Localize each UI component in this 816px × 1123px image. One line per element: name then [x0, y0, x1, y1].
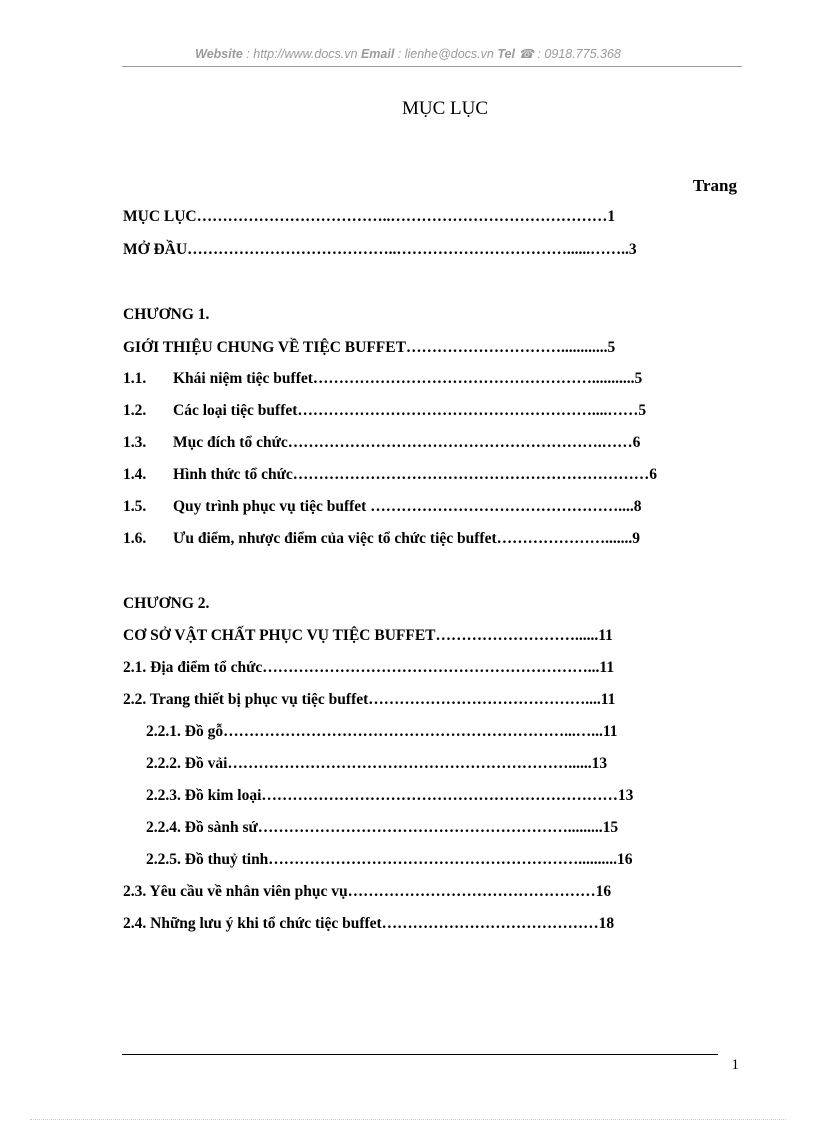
header-divider — [122, 66, 742, 67]
toc-entry — [123, 241, 637, 259]
toc-entry — [123, 659, 614, 677]
toc-entry — [123, 434, 640, 452]
toc-entry-text: Hình thức tổ chức……………………………………………………………6 — [173, 466, 658, 483]
toc-entry — [123, 498, 641, 516]
trang-label: Trang — [692, 176, 737, 195]
toc-entry-number: 1.1. — [123, 370, 147, 387]
toc-entry-number: 1.4. — [123, 466, 147, 483]
toc-entry-text: MỞ ĐẦU…………………………………..……………………………......……..3 — [123, 241, 637, 258]
toc-entry-number: 1.3. — [123, 434, 147, 451]
page-header — [0, 46, 816, 61]
toc-entry — [123, 883, 611, 901]
toc-subentry — [146, 819, 618, 837]
toc-entry-text: Ưu điểm, nhược điểm của việc tổ chức tiệc buffet………………….......9 — [173, 530, 641, 547]
website-url: : http://www.docs.vn — [242, 47, 361, 61]
toc-entry-text: 2.2.4. Đồ sành sứ…………………………………………………….........15 — [146, 819, 619, 836]
chapter-heading — [123, 595, 209, 613]
toc-entry — [123, 208, 615, 226]
toc-entry — [123, 370, 642, 388]
toc-entry-text: Quy trình phục vụ tiệc buffet …………………………………………....8 — [173, 498, 642, 515]
toc-entry-text: 2.2.5. Đồ thuỷ tinh……………………………………………………..........16 — [146, 851, 633, 868]
toc-entry-text: 2.2.1. Đồ gỗ…………………………………………………………...…...11 — [146, 723, 618, 740]
chapter-label: CHƯƠNG 2. — [123, 595, 210, 612]
page-number: 1 — [731, 1057, 739, 1073]
toc-entry-number: 1.5. — [123, 498, 147, 515]
page-bottom-border — [30, 1119, 786, 1120]
page-title: MỤC LỤC — [401, 98, 489, 119]
chapter-label: CHƯƠNG 1. — [123, 306, 210, 323]
toc-entry-text: 2.2.2. Đồ vải…………………………………………………………......13 — [146, 755, 608, 772]
toc-entry — [123, 915, 614, 933]
toc-entry-text: Khái niệm tiệc buffet………………………………………………...........5 — [173, 370, 643, 387]
tel-number: ☎ : 0918.775.368 — [514, 47, 621, 61]
toc-entry-text: GIỚI THIỆU CHUNG VỀ TIỆC BUFFET…………………………............5 — [123, 339, 616, 356]
website-label: Website — [195, 47, 243, 61]
toc-entry-text: Các loại tiệc buffet…………………………………………………....……5 — [173, 402, 647, 419]
toc-entry — [123, 691, 615, 709]
toc-subentry — [146, 787, 633, 805]
chapter-heading — [123, 306, 209, 324]
toc-entry-text: 2.1. Địa điểm tổ chức………………………………………………………...11 — [123, 659, 615, 676]
toc-entry — [123, 339, 615, 357]
tel-label: Tel — [497, 47, 515, 61]
toc-entry-text: 2.2. Trang thiết bị phục vụ tiệc buffet……………………………………....11 — [123, 691, 616, 708]
footer-divider — [122, 1054, 718, 1055]
toc-subentry — [146, 851, 633, 869]
toc-entry-number: 1.6. — [123, 530, 147, 547]
toc-subentry — [146, 723, 617, 741]
toc-entry-text: 2.3. Yêu cầu về nhân viên phục vụ…………………………………………16 — [123, 883, 612, 900]
toc-entry-text: MỤC LỤC………………………………..……………………………………1 — [123, 208, 616, 225]
toc-entry — [123, 466, 657, 484]
toc-entry-text: CƠ SỞ VẬT CHẤT PHỤC VỤ TIỆC BUFFET………………………......11 — [123, 627, 613, 644]
toc-subentry — [146, 755, 607, 773]
toc-entry-number: 1.2. — [123, 402, 147, 419]
toc-entry — [123, 627, 613, 645]
toc-entry-text: Mục đích tổ chức…………………………………………………….……6 — [173, 434, 641, 451]
toc-entry — [123, 402, 646, 420]
toc-entry — [123, 530, 640, 548]
toc-entry-text: 2.2.3. Đồ kim loại……………………………………………………………13 — [146, 787, 634, 804]
toc-entry-text: 2.4. Những lưu ý khi tổ chức tiệc buffet……………………………………18 — [123, 915, 615, 932]
email-label: Email — [360, 47, 395, 61]
email-address: : lienhe@docs.vn — [394, 47, 498, 61]
